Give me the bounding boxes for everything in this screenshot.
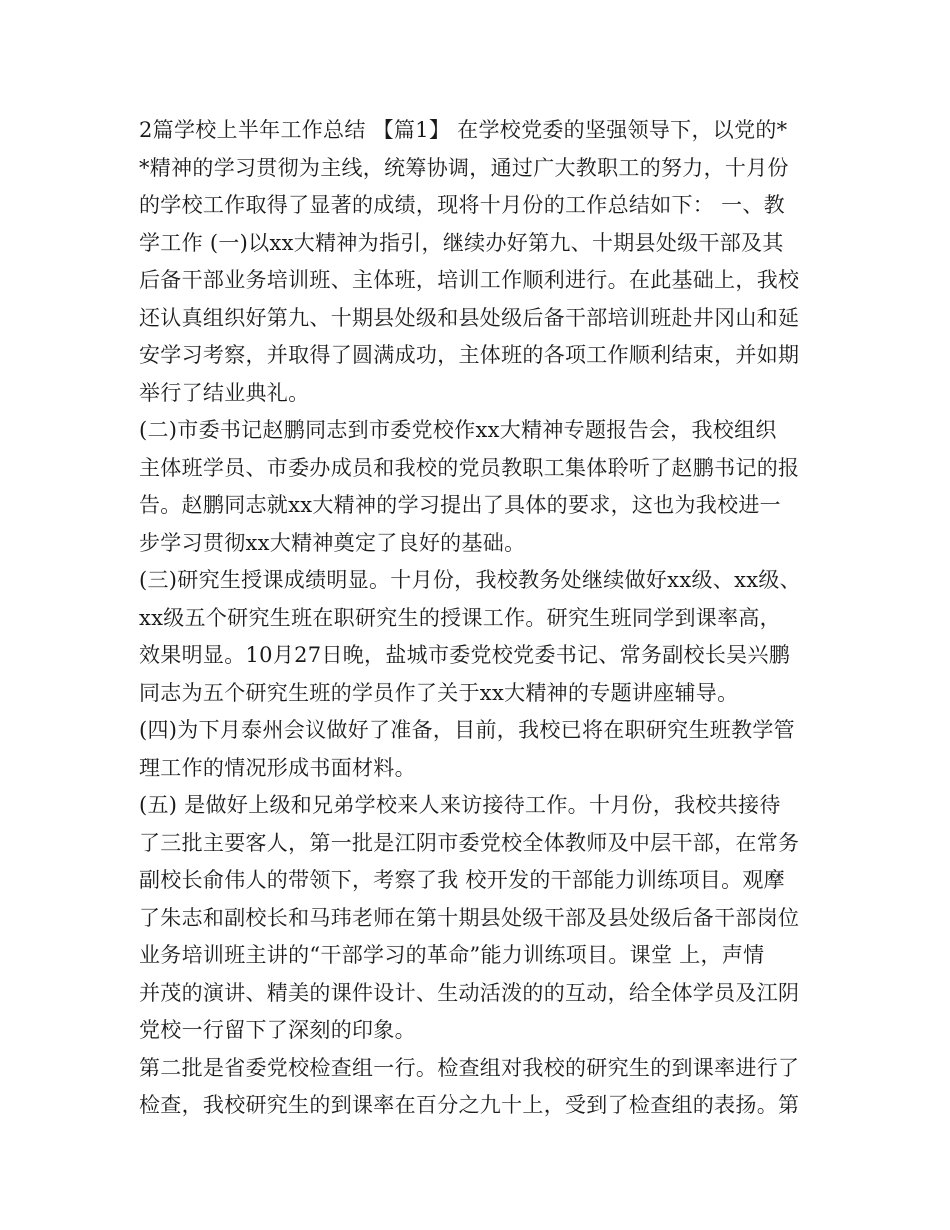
text-line: xx级五个研究生班在职研究生的授课工作。研究生班同学到课率高， (139, 605, 781, 630)
text-line: 了三批主要客人，第一批是江阴市委党校全体教师及中层干部，在常务 (139, 830, 800, 855)
text-line: 业务培训班主讲的“干部学习的革命”能力训练项目。课堂 上，声情 (139, 943, 765, 967)
text-line: 第二批是省委党校检查组一行。检查组对我校的研究生的到课率进行了 (139, 1055, 800, 1080)
text-line: 举行了结业典礼。 (139, 380, 310, 405)
text-line: 主体班学员、市委办成员和我校的党员教职工集体聆听了赵鹏书记的报 (139, 455, 800, 480)
text-line: 副校长俞伟人的带领下，考察了我 校开发的干部能力训练项目。观摩 (139, 868, 785, 892)
text-line: (五) 是做好上级和兄弟学校来人来访接待工作。十月份，我校共接待 (139, 793, 781, 817)
text-line: 步学习贯彻xx大精神奠定了良好的基础。 (139, 530, 526, 555)
text-line: 的学校工作取得了显著的成绩，现将十月份的工作总结如下： 一、教 (139, 193, 785, 217)
text-line: *精神的学习贯彻为主线，统筹协调，通过广大教职工的努力，十月份 (139, 155, 789, 180)
text-line: (二)市委书记赵鹏同志到市委党校作xx大精神专题报告会，我校组织 (139, 418, 777, 442)
text-line: 学工作 (一)以xx大精神为指引，继续办好第九、十期县处级干部及其 (139, 230, 784, 255)
text-line: (三)研究生授课成绩明显。十月份，我校教务处继续做好xx级、xx级、 (139, 568, 801, 592)
text-line: 了朱志和副校长和马玮老师在第十期县处级干部及县处级后备干部岗位 (139, 905, 800, 930)
text-line: 同志为五个研究生班的学员作了关于xx大精神的专题讲座辅导。 (139, 680, 739, 705)
text-line: 还认真组织好第九、十期县处级和县处级后备干部培训班赴井冈山和延 (139, 305, 800, 330)
document-body (139, 112, 829, 1125)
text-line: 理工作的情况形成书面材料。 (139, 755, 416, 780)
text-line: 安学习考察，并取得了圆满成功，主体班的各项工作顺利结束，并如期 (139, 343, 800, 367)
text-line: 并茂的演讲、精美的课件设计、生动活泼的的互动，给全体学员及江阴 (139, 980, 800, 1005)
text-line: 效果明显。10月27日晚，盐城市委党校党委书记、常务副校长吴兴鹏 (139, 643, 791, 667)
text-line: 告。赵鹏同志就xx大精神的学习提出了具体的要求，这也为我校进一 (139, 493, 781, 517)
text-line: 党校一行留下了深刻的印象。 (139, 1018, 416, 1042)
text-line: 后备干部业务培训班、主体班，培训工作顺利进行。在此基础上，我校 (139, 268, 800, 292)
text-line: 2篇学校上半年工作总结 【篇1】 在学校党委的坚强领导下，以党的* (139, 118, 788, 142)
text-line: (四)为下月泰州会议做好了准备，目前，我校已将在职研究生班教学管 (139, 718, 795, 742)
text-line: 检查，我校研究生的到课率在百分之九十上，受到了检查组的表扬。第 (139, 1093, 800, 1117)
